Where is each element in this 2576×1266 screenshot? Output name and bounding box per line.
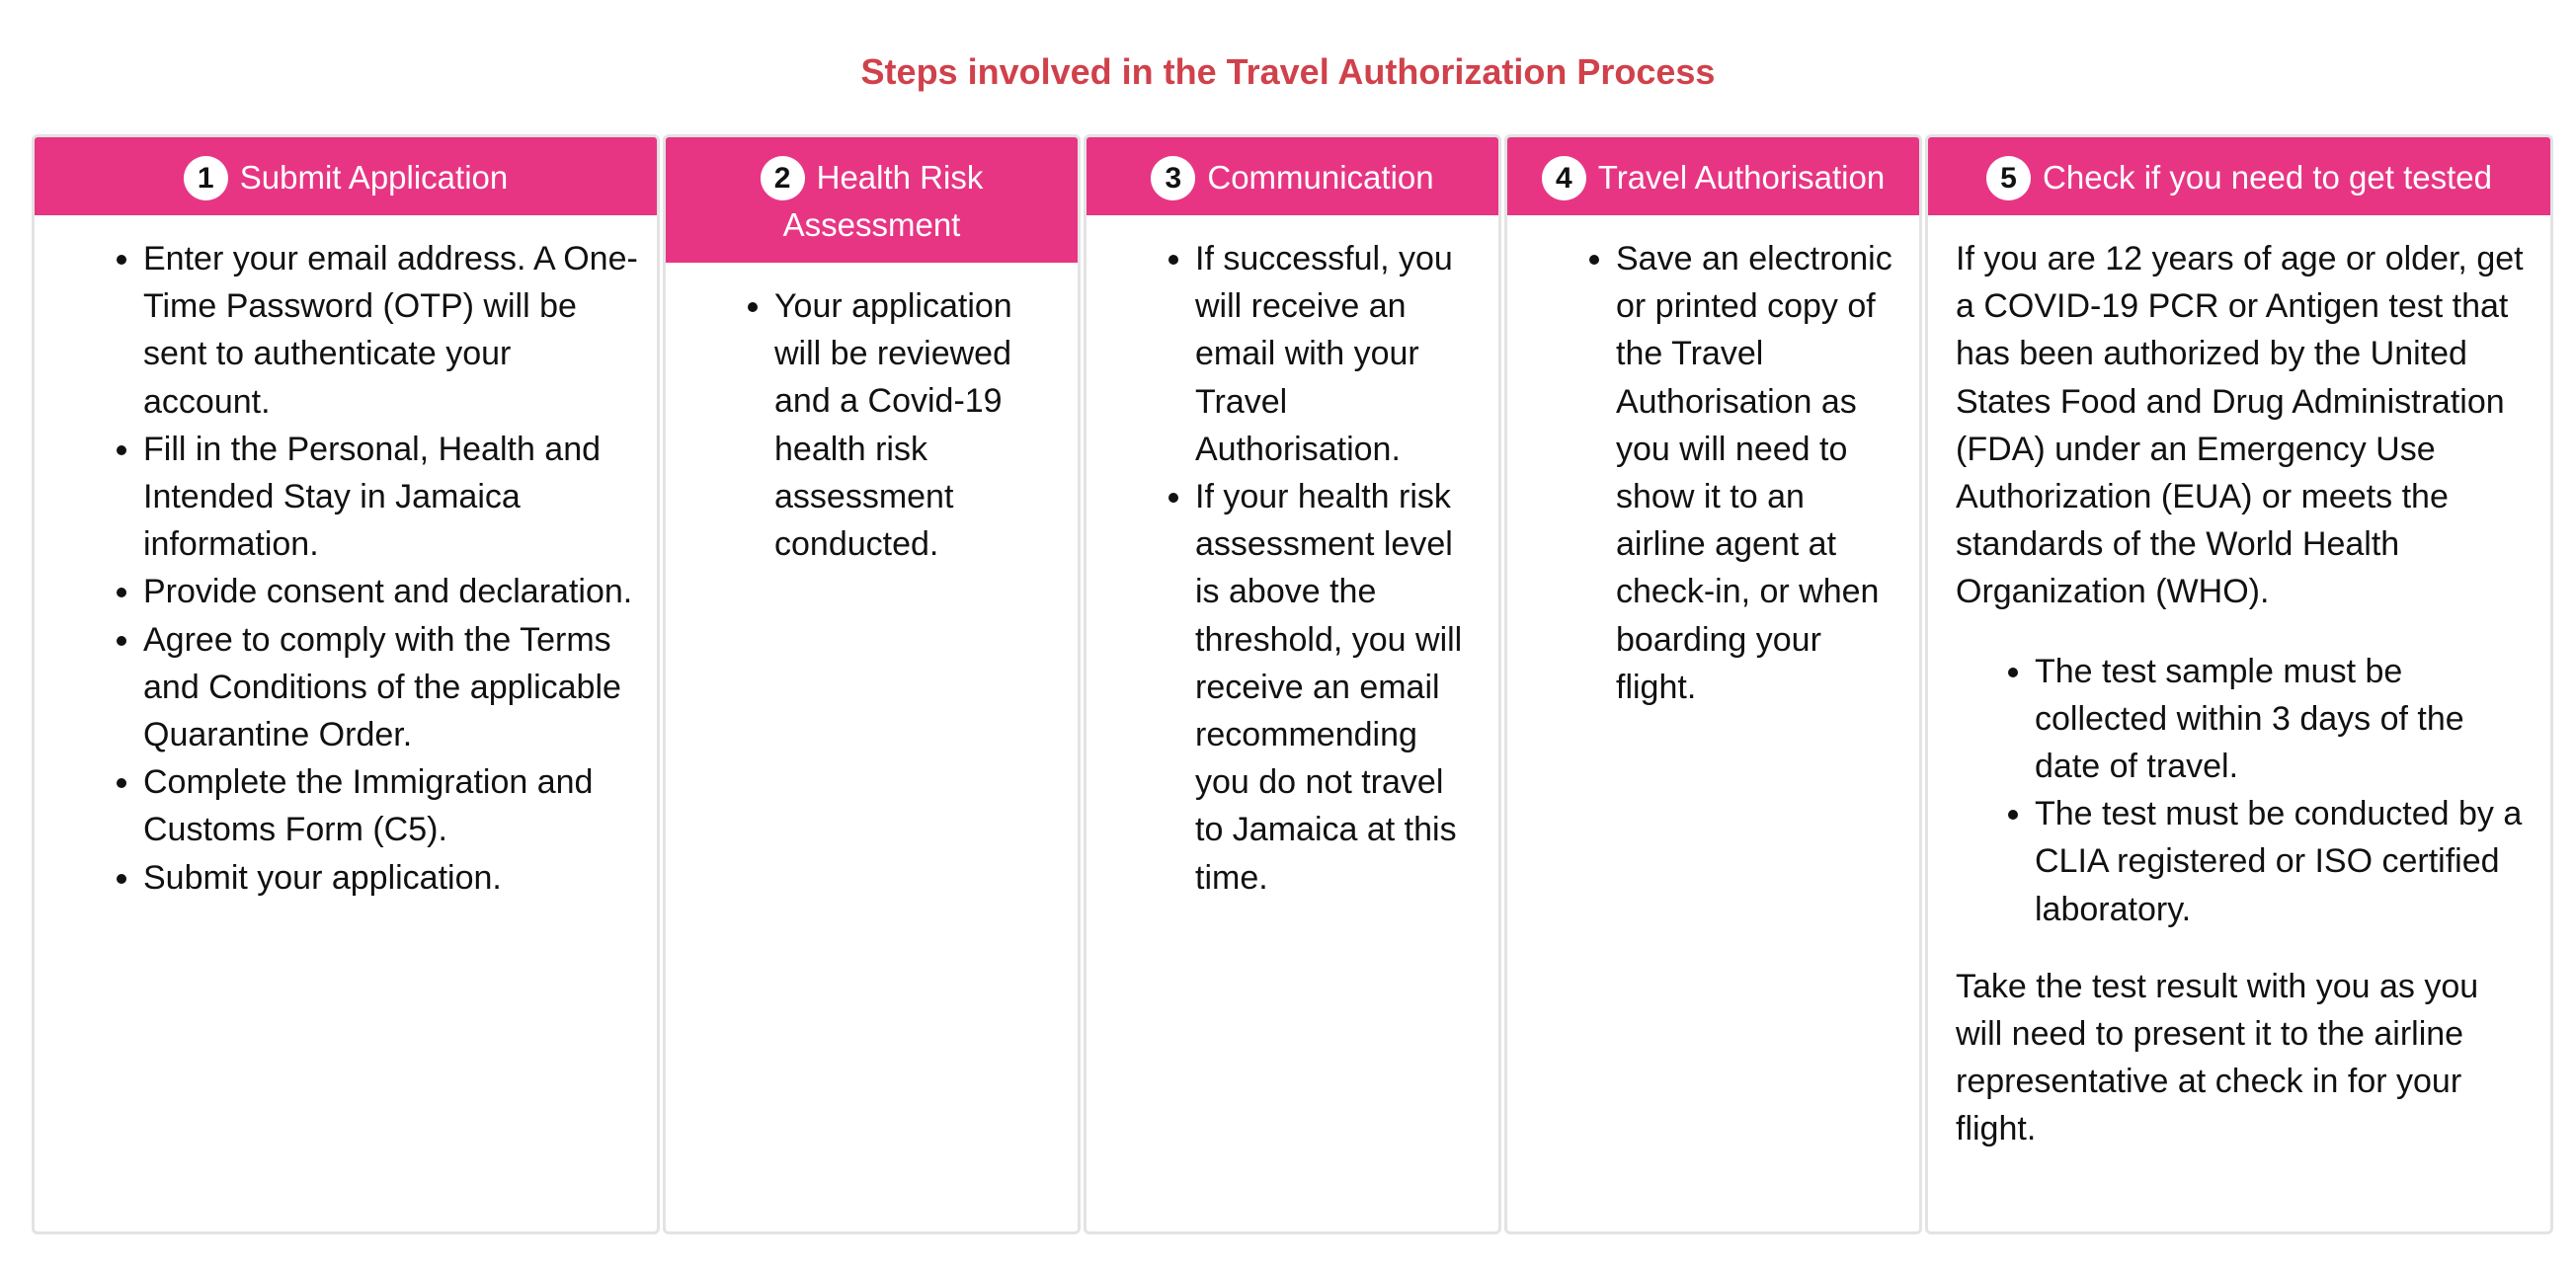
list-item: • Save an electronic or printed copy of the Travel Authorisation as you will need to show it to an airline agent at check-in, or when boarding your flight. [1616, 235, 1901, 711]
step-number-badge: 5 [1986, 156, 2031, 200]
step-card-communication [1084, 134, 1501, 1234]
step-list [64, 235, 639, 902]
step-number-badge: 3 [1151, 156, 1195, 200]
step-number-badge: 1 [184, 156, 228, 200]
step-header [1507, 137, 1919, 215]
list-item: • Complete the Immigration and Customs Form (C5). [143, 758, 639, 853]
step-list [695, 282, 1060, 568]
list-item: • Fill in the Personal, Health and Intended Stay in Jamaica information. [143, 426, 639, 569]
step-body [1507, 215, 1919, 711]
step-title: Health Risk Assessment [782, 159, 984, 243]
step-header [666, 137, 1078, 263]
step-number-badge: 2 [761, 156, 805, 200]
step-title: Check if you need to get tested [2043, 159, 2492, 196]
step-body [1928, 215, 2550, 1153]
list-item: • The test sample must be collected within 3 days of the date of travel. [2035, 648, 2529, 791]
step-body [666, 263, 1078, 568]
step-header [1928, 137, 2550, 215]
step-number-badge: 4 [1542, 156, 1586, 200]
step-title: Submit Application [239, 159, 509, 196]
step-title: Travel Authorisation [1597, 159, 1886, 196]
step-body [35, 215, 657, 902]
list-item: • Enter your email address. A One-Time Password (OTP) will be sent to authenticate your account. [143, 235, 639, 426]
step-list [1956, 648, 2529, 933]
list-item: • If successful, you will receive an email with your Travel Authorisation. [1195, 235, 1481, 473]
list-item: • Your application will be reviewed and a Covid-19 health risk assessment conducted. [774, 282, 1060, 568]
page-title: Steps involved in the Travel Authorization Process [860, 51, 1716, 92]
step-title: Communication [1207, 159, 1434, 196]
step-list [1537, 235, 1901, 711]
step-outro-text: Take the test result with you as you will need to present it to the airline representative at check in for your flight. [1956, 967, 2479, 1148]
step-header [35, 137, 657, 215]
step-card-submit-application [32, 134, 660, 1234]
step-list [1116, 235, 1481, 902]
step-card-travel-authorisation [1504, 134, 1922, 1234]
list-item: • Provide consent and declaration. [143, 568, 639, 615]
step-intro-text: If you are 12 years of age or older, get a COVID-19 PCR or Antigen test that has been authorized by the United States Food and Drug Administration (FDA) under an Emergency Use Authorization (EUA) or meets the standards of the World Health Organization (WHO). [1956, 240, 2524, 611]
list-item: • The test must be conducted by a CLIA registered or ISO certified laboratory. [2035, 790, 2529, 933]
list-item: • Agree to comply with the Terms and Conditions of the applicable Quarantine Order. [143, 616, 639, 759]
step-body [1087, 215, 1498, 902]
step-header [1087, 137, 1498, 215]
step-card-health-risk-assessment [663, 134, 1081, 1234]
steps-row [32, 134, 2553, 1234]
list-item: • Submit your application. [143, 854, 639, 902]
step-card-check-testing [1925, 134, 2553, 1234]
list-item: • If your health risk assessment level is above the threshold, you will receive an email recommending you do not travel to Jamaica at this time. [1195, 473, 1481, 902]
